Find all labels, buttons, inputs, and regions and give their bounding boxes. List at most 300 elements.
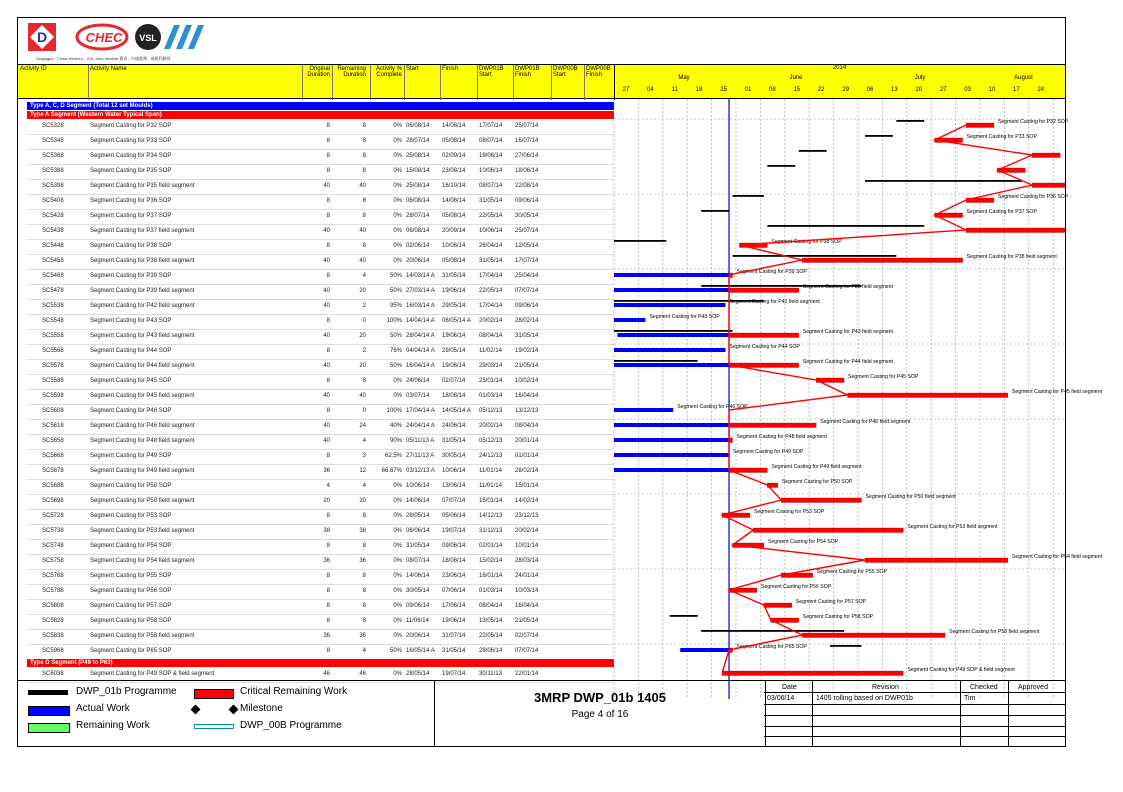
cell-finish: 07/06/14 bbox=[442, 588, 466, 594]
cell-rem-duration: 4 bbox=[362, 483, 366, 489]
cell-dwp01b-start: 19/06/14 bbox=[479, 153, 503, 159]
cell-dwp01b-finish: 08/04/14 bbox=[515, 423, 539, 429]
cell-finish: 19/06/14 bbox=[442, 363, 466, 369]
cell-dwp01b-start: 05/12/13 bbox=[479, 408, 503, 414]
cell-rem-duration: 12 bbox=[359, 468, 366, 474]
gantt-sheet bbox=[17, 17, 1103, 747]
cell-finish: 19/06/14 bbox=[442, 333, 466, 339]
cell-start: 30/05/14 bbox=[406, 588, 430, 594]
day-label: 01 bbox=[744, 87, 752, 93]
cell-finish: 19/07/14 bbox=[442, 671, 466, 677]
month-july: July bbox=[914, 75, 926, 81]
col-dwp01b-finish[interactable]: DWP01B Finish bbox=[515, 66, 540, 78]
cell-dwp01b-start: 08/07/14 bbox=[479, 138, 503, 144]
cell-activity-id: SC5658 bbox=[42, 438, 64, 444]
cell-dwp01b-start: 02/01/14 bbox=[479, 543, 503, 549]
cell-pct-complete: 0% bbox=[393, 393, 402, 399]
cell-dwp01b-finish: 10/03/14 bbox=[515, 588, 539, 594]
cell-rem-duration: 40 bbox=[359, 228, 366, 234]
cell-activity-name: Segment Casting for P53 SOP bbox=[90, 513, 172, 519]
cell-finish: 14/05/14 A bbox=[442, 408, 471, 414]
critical-bar bbox=[764, 603, 792, 608]
legend-black-bar bbox=[28, 690, 68, 695]
cell-start: 24/04/14 A bbox=[406, 423, 435, 429]
cell-dwp01b-finish: 07/07/14 bbox=[515, 648, 539, 654]
cell-start: 15/08/14 bbox=[406, 168, 430, 174]
cell-rem-duration: 8 bbox=[362, 543, 366, 549]
day-label: 24 bbox=[1037, 87, 1045, 93]
month-may: May bbox=[678, 75, 690, 81]
bar-label: Segment Casting for P37 SOP bbox=[966, 209, 1037, 215]
cell-rem-duration: 8 bbox=[362, 138, 366, 144]
cell-finish: 10/06/14 bbox=[442, 243, 466, 249]
bar-label: Segment Casting for P44 SOP bbox=[729, 344, 800, 350]
cell-dwp01b-start: 17/07/14 bbox=[479, 123, 503, 129]
cell-rem-duration: 20 bbox=[359, 333, 366, 339]
cell-activity-id: SC5758 bbox=[42, 558, 64, 564]
cell-activity-id: SC5598 bbox=[42, 393, 64, 399]
cell-activity-name: Segment Casting for P50 SOP bbox=[90, 483, 172, 489]
vsl-logo bbox=[134, 23, 204, 51]
cell-rem-duration: 2 bbox=[362, 348, 366, 354]
col-dwp00b-start[interactable]: DWP00B Start bbox=[553, 66, 578, 78]
col-dwp00b-finish[interactable]: DWP00B Finish bbox=[586, 66, 611, 78]
rev-date: 03/06/14 bbox=[767, 695, 795, 702]
cell-orig-duration: 8 bbox=[326, 603, 330, 609]
cell-activity-id: SC5678 bbox=[42, 468, 64, 474]
cell-start: 24/06/14 bbox=[406, 378, 430, 384]
bar-label: Segment Casting for P33 SOP bbox=[966, 134, 1037, 140]
rev-header-date: Date bbox=[782, 684, 797, 691]
cell-orig-duration: 8 bbox=[326, 348, 330, 354]
cell-orig-duration: 8 bbox=[326, 408, 330, 414]
cell-start: 28/04/14 A bbox=[406, 333, 435, 339]
cell-activity-name: Segment Casting for P58 field segment bbox=[90, 633, 195, 639]
cell-start: 28/07/14 bbox=[406, 138, 430, 144]
bar-label: Segment Casting for P45 field segment bbox=[1011, 389, 1103, 395]
critical-bar bbox=[781, 498, 861, 503]
group-header[interactable]: Type A, C, D Segment (Total 12 set Moulds) bbox=[27, 102, 614, 110]
cell-activity-id: SC5548 bbox=[42, 318, 64, 324]
cell-rem-duration: 36 bbox=[359, 558, 366, 564]
cell-activity-name: Segment Casting for P55 SOP bbox=[90, 573, 172, 579]
cell-dwp01b-finish: 25/07/14 bbox=[515, 228, 539, 234]
cell-activity-id: SC5578 bbox=[42, 363, 64, 369]
cell-activity-name: Segment Casting for P53 field segment bbox=[90, 528, 195, 534]
cell-dwp01b-start: 22/05/14 bbox=[479, 633, 503, 639]
cell-pct-complete: 0% bbox=[393, 633, 402, 639]
critical-bar bbox=[802, 633, 945, 638]
cell-dwp01b-finish: 24/01/14 bbox=[515, 573, 539, 579]
cell-dwp01b-start: 20/02/14 bbox=[479, 423, 503, 429]
cell-dwp01b-finish: 22/08/14 bbox=[515, 183, 539, 189]
cell-dwp01b-finish: 30/05/14 bbox=[515, 213, 539, 219]
cell-finish: 19/07/14 bbox=[442, 528, 466, 534]
cell-pct-complete: 90% bbox=[389, 438, 402, 444]
cell-pct-complete: 0% bbox=[393, 588, 402, 594]
cell-start: 20/06/14 bbox=[406, 258, 430, 264]
cell-activity-id: SC5448 bbox=[42, 243, 64, 249]
cell-activity-name: Segment Casting for P44 field segment bbox=[90, 363, 195, 369]
cell-finish: 17/06/14 bbox=[442, 603, 466, 609]
bar-label: Segment Casting for P49 field segment bbox=[771, 464, 862, 470]
cell-orig-duration: 40 bbox=[323, 423, 330, 429]
cell-dwp01b-finish: 15/01/14 bbox=[515, 483, 539, 489]
cell-pct-complete: 76% bbox=[389, 348, 402, 354]
bar-label: Segment Casting for P46 field segment bbox=[820, 419, 911, 425]
rev-description: 1405 rolling based on DWP01b bbox=[816, 695, 913, 702]
cell-dwp01b-finish: 27/06/14 bbox=[515, 153, 539, 159]
cell-dwp01b-start: 22/05/14 bbox=[479, 213, 503, 219]
cell-rem-duration: 0 bbox=[362, 318, 366, 324]
cell-pct-complete: 0% bbox=[393, 213, 402, 219]
cell-pct-complete: 0% bbox=[393, 378, 402, 384]
day-label: 06 bbox=[866, 87, 874, 93]
cell-finish: 05/06/14 bbox=[442, 513, 466, 519]
cell-orig-duration: 46 bbox=[323, 671, 330, 677]
critical-bar bbox=[802, 258, 962, 263]
cell-rem-duration: 8 bbox=[362, 198, 366, 204]
logo-strip bbox=[18, 18, 1065, 64]
cell-activity-name: Segment Casting for P38 field segment bbox=[90, 258, 195, 264]
month-june: June bbox=[789, 75, 803, 81]
cell-start: 28/05/14 bbox=[406, 671, 430, 677]
col-orig-duration[interactable]: Original Duration bbox=[307, 66, 330, 78]
cell-orig-duration: 8 bbox=[326, 618, 330, 624]
day-label: 27 bbox=[622, 87, 630, 93]
critical-bar bbox=[865, 558, 1008, 563]
bar-label: Segment Casting for P46 SOP bbox=[677, 404, 748, 410]
year-label: 2014 bbox=[832, 65, 847, 71]
cell-activity-name: Segment Casting for P32 SOP bbox=[90, 123, 172, 129]
col-dwp01b-start[interactable]: DWP01B Start bbox=[479, 66, 504, 78]
cell-pct-complete: 50% bbox=[389, 288, 402, 294]
cell-rem-duration: 40 bbox=[359, 393, 366, 399]
cell-dwp01b-finish: 22/01/14 bbox=[515, 671, 539, 677]
bar-label: Segment Casting for P50 field segment bbox=[865, 494, 956, 500]
cell-dwp01b-finish: 20/02/14 bbox=[515, 528, 539, 534]
baseline-bar bbox=[614, 240, 666, 242]
cell-start: 06/08/14 bbox=[406, 198, 430, 204]
cell-orig-duration: 8 bbox=[326, 513, 330, 519]
cell-pct-complete: 0% bbox=[393, 671, 402, 677]
legend-label-milestone: Milestone bbox=[240, 703, 283, 714]
cell-start: 16/04/14 A bbox=[406, 363, 435, 369]
cell-dwp01b-start: 16/01/14 bbox=[479, 498, 503, 504]
cell-start: 28/07/14 bbox=[406, 213, 430, 219]
cell-activity-id: SC5538 bbox=[42, 303, 64, 309]
actual-bar bbox=[614, 363, 729, 367]
cell-finish: 30/05/14 bbox=[442, 453, 466, 459]
month-august: August bbox=[1014, 75, 1033, 81]
cell-dwp01b-start: 08/04/14 bbox=[479, 603, 503, 609]
cell-start: 11/06/14 bbox=[406, 618, 429, 624]
col-finish[interactable]: Finish bbox=[442, 66, 459, 72]
rev-checked: Tim bbox=[964, 695, 976, 702]
cell-start: 27/03/14 A bbox=[406, 288, 435, 294]
col-activity-name[interactable]: Activity Name bbox=[90, 66, 127, 72]
cell-rem-duration: 8 bbox=[362, 618, 366, 624]
cell-dwp01b-finish: 10/02/14 bbox=[515, 378, 539, 384]
cell-orig-duration: 8 bbox=[326, 153, 330, 159]
bar-label: Segment Casting for P49 SOP bbox=[733, 449, 804, 455]
critical-bar bbox=[966, 228, 1065, 233]
cell-dwp01b-start: 01/03/14 bbox=[479, 588, 503, 594]
cell-activity-name: Segment Casting for P38 SOP bbox=[90, 243, 172, 249]
cell-finish: 31/05/14 bbox=[442, 273, 466, 279]
cell-pct-complete: 50% bbox=[389, 273, 402, 279]
cell-dwp01b-start: 29/03/14 bbox=[479, 363, 503, 369]
cell-rem-duration: 20 bbox=[359, 288, 366, 294]
cell-activity-id: SC5458 bbox=[42, 258, 64, 264]
legend-green-bar bbox=[28, 723, 70, 733]
bar-label: Segment Casting for P56 SOP bbox=[760, 584, 832, 590]
cell-finish: 18/08/14 bbox=[442, 558, 466, 564]
cell-dwp01b-start: 15/02/14 bbox=[479, 558, 503, 564]
cell-rem-duration: 4 bbox=[362, 648, 366, 654]
cell-finish: 31/05/14 bbox=[442, 648, 466, 654]
group-header[interactable]: Type D Segment (P49 to P63) bbox=[27, 659, 614, 667]
cell-activity-name: Segment Casting for P49 SOP bbox=[90, 453, 172, 459]
cell-pct-complete: 0% bbox=[393, 198, 402, 204]
cell-dwp01b-finish: 21/05/14 bbox=[515, 618, 539, 624]
cell-activity-id: SC6038 bbox=[42, 671, 64, 677]
cell-rem-duration: 8 bbox=[362, 213, 366, 219]
cell-dwp01b-finish: 17/07/14 bbox=[515, 258, 539, 264]
cell-finish: 13/06/14 bbox=[442, 483, 466, 489]
cell-activity-id: SC5408 bbox=[42, 198, 64, 204]
cell-activity-name: Segment Casting for P48 field segment bbox=[90, 438, 195, 444]
cell-start: 14/03/14 A bbox=[406, 273, 435, 279]
bar-label: Segment Casting for P36 SOP bbox=[997, 194, 1069, 200]
baseline-bar bbox=[701, 210, 729, 212]
cell-finish: 02/07/14 bbox=[442, 378, 466, 384]
actual-bar bbox=[614, 468, 729, 472]
critical-bar bbox=[729, 333, 799, 338]
cell-activity-name: Segment Casting for P39 SOP bbox=[90, 273, 172, 279]
cell-orig-duration: 8 bbox=[326, 378, 330, 384]
actual-bar bbox=[614, 273, 729, 277]
cell-activity-id: SC5668 bbox=[42, 453, 64, 459]
cell-rem-duration: 3 bbox=[362, 453, 366, 459]
cell-dwp01b-start: 08/07/14 bbox=[479, 183, 503, 189]
cell-finish: 23/06/14 bbox=[442, 573, 466, 579]
bar-label: Segment Casting for P44 field segment bbox=[802, 359, 894, 365]
cell-start: 10/06/14 bbox=[406, 483, 430, 489]
cell-pct-complete: 100% bbox=[386, 408, 402, 414]
bar-label: Segment Casting for P53 SOP bbox=[753, 509, 825, 515]
cell-dwp01b-start: 14/12/13 bbox=[479, 513, 503, 519]
bar-label: Segment Casting for P42 field segment bbox=[729, 299, 820, 305]
cell-start: 16/03/14 A bbox=[406, 303, 435, 309]
actual-bar bbox=[614, 423, 729, 427]
cell-dwp01b-start: 31/05/14 bbox=[479, 258, 503, 264]
legend-diamond-icon-2 bbox=[229, 705, 239, 715]
cell-activity-name: Segment Casting for P50 field segment bbox=[90, 498, 195, 504]
cell-activity-id: SC5328 bbox=[42, 123, 64, 129]
cell-start: 14/06/14 bbox=[406, 498, 430, 504]
cell-pct-complete: 0% bbox=[393, 528, 402, 534]
cell-finish: 07/07/14 bbox=[442, 498, 466, 504]
legend-blue-bar bbox=[28, 706, 70, 716]
cell-activity-name: Segment Casting for P65 SOP bbox=[90, 648, 172, 654]
cell-orig-duration: 4 bbox=[326, 483, 330, 489]
cell-pct-complete: 0% bbox=[393, 168, 402, 174]
baseline-bar bbox=[865, 180, 1022, 182]
cell-activity-name: Segment Casting for P58 SOP bbox=[90, 618, 172, 624]
day-label: 08 bbox=[769, 87, 776, 93]
cell-rem-duration: 38 bbox=[359, 528, 366, 534]
cell-orig-duration: 40 bbox=[323, 438, 330, 444]
baseline-bar bbox=[896, 120, 924, 122]
cell-activity-id: SC5828 bbox=[42, 618, 64, 624]
cell-dwp01b-finish: 28/02/14 bbox=[515, 468, 539, 474]
cell-orig-duration: 8 bbox=[326, 588, 330, 594]
cell-activity-name: Segment Casting for P37 field segment bbox=[90, 228, 195, 234]
rev-header-revision: Revision bbox=[872, 684, 899, 691]
cell-finish: 05/08/14 bbox=[442, 138, 466, 144]
day-label: 03 bbox=[964, 87, 971, 93]
cell-orig-duration: 40 bbox=[323, 288, 330, 294]
cell-activity-id: SC5348 bbox=[42, 138, 64, 144]
cell-dwp01b-start: 26/04/14 bbox=[479, 243, 503, 249]
cell-finish: 05/08/14 bbox=[442, 258, 466, 264]
cell-dwp01b-start: 10/06/14 bbox=[479, 168, 503, 174]
col-pct-complete[interactable]: Activity % Complete bbox=[375, 66, 402, 78]
cell-dwp01b-start: 31/12/13 bbox=[479, 528, 503, 534]
cell-activity-id: SC5748 bbox=[42, 543, 64, 549]
actual-bar bbox=[614, 318, 645, 322]
cell-dwp01b-start: 11/01/14 bbox=[479, 483, 502, 489]
cell-pct-complete: 95% bbox=[389, 303, 402, 309]
cell-activity-id: SC5838 bbox=[42, 633, 64, 639]
baseline-bar bbox=[799, 150, 827, 152]
cell-rem-duration: 40 bbox=[359, 258, 366, 264]
cell-dwp01b-start: 17/04/14 bbox=[479, 303, 503, 309]
bar-label: Segment Casting for P55 SOP bbox=[816, 569, 888, 575]
cell-activity-name: Segment Casting for P57 SOP bbox=[90, 603, 172, 609]
cell-activity-name: Segment Casting for P34 SOP bbox=[90, 153, 172, 159]
cell-activity-name: Segment Casting for P49 field segment bbox=[90, 468, 195, 474]
cell-finish: 18/08/14 bbox=[442, 393, 466, 399]
day-label: 18 bbox=[695, 87, 703, 93]
cell-activity-name: Segment Casting for P46 field segment bbox=[90, 423, 195, 429]
cell-pct-complete: 0% bbox=[393, 498, 402, 504]
cell-start: 06/06/14 bbox=[406, 528, 430, 534]
cell-activity-name: Segment Casting for P56 SOP bbox=[90, 588, 172, 594]
cell-orig-duration: 40 bbox=[323, 303, 330, 309]
legend-red-bar bbox=[194, 689, 234, 699]
bar-label: Segment Casting for P43 field segment bbox=[802, 329, 894, 335]
cell-rem-duration: 8 bbox=[362, 378, 366, 384]
critical-bar bbox=[729, 288, 799, 293]
cell-activity-name: Segment Casting for P49 SOP & field segment bbox=[90, 671, 215, 677]
cell-activity-id: SC5428 bbox=[42, 213, 64, 219]
cell-orig-duration: 40 bbox=[323, 258, 330, 264]
cell-activity-id: SC5618 bbox=[42, 423, 64, 429]
cell-rem-duration: 46 bbox=[359, 671, 366, 677]
jv-caption: Dragages - China Harbour - VSL Joint Venture 寶嘉 - 中國港灣 - 威勝利聯營 bbox=[36, 56, 171, 61]
bar-label: Segment Casting for P57 SOP bbox=[795, 599, 867, 605]
svg-text:D: D bbox=[36, 29, 48, 45]
dragages-logo bbox=[22, 23, 62, 51]
cell-dwp01b-finish: 25/04/14 bbox=[515, 273, 539, 279]
legend-cyan-bar bbox=[194, 724, 234, 729]
cell-orig-duration: 8 bbox=[326, 198, 330, 204]
cell-pct-complete: 0% bbox=[393, 123, 402, 129]
cell-orig-duration: 40 bbox=[323, 363, 330, 369]
cell-rem-duration: 36 bbox=[359, 633, 366, 639]
cell-rem-duration: 4 bbox=[362, 273, 366, 279]
cell-orig-duration: 40 bbox=[323, 333, 330, 339]
timeline-header bbox=[614, 64, 1065, 99]
cell-activity-name: Segment Casting for P39 field segment bbox=[90, 288, 195, 294]
cell-dwp01b-finish: 21/05/14 bbox=[515, 363, 539, 369]
cell-pct-complete: 0% bbox=[393, 573, 402, 579]
group-header[interactable]: Type A Segment (Western Water Typical Span) bbox=[27, 111, 614, 119]
cell-rem-duration: 2 bbox=[362, 303, 366, 309]
baseline-bar bbox=[701, 630, 844, 632]
critical-bar bbox=[1032, 153, 1060, 158]
cell-activity-id: SC5768 bbox=[42, 573, 64, 579]
cell-activity-name: Segment Casting for P36 SOP bbox=[90, 198, 172, 204]
cell-start: 27/11/13 A bbox=[406, 453, 435, 459]
cell-finish: 29/05/14 bbox=[442, 303, 466, 309]
cell-activity-id: SC5558 bbox=[42, 333, 64, 339]
day-label: 20 bbox=[915, 87, 923, 93]
actual-bar bbox=[614, 303, 726, 307]
cell-finish: 14/08/14 bbox=[442, 123, 466, 129]
cell-start: 31/05/14 bbox=[406, 543, 430, 549]
cell-finish: 31/07/14 bbox=[442, 633, 466, 639]
col-start[interactable]: Start bbox=[406, 66, 419, 72]
cell-orig-duration: 40 bbox=[323, 228, 330, 234]
cell-start: 04/04/14 A bbox=[406, 348, 435, 354]
cell-dwp01b-start: 30/11/13 bbox=[479, 671, 502, 677]
cell-activity-name: Segment Casting for P46 SOP bbox=[90, 408, 172, 414]
critical-bar bbox=[722, 671, 903, 676]
actual-bar bbox=[614, 408, 673, 412]
cell-orig-duration: 40 bbox=[323, 393, 330, 399]
cell-dwp01b-finish: 01/01/14 bbox=[515, 453, 539, 459]
cell-pct-complete: 66.67% bbox=[381, 468, 402, 474]
cell-dwp01b-finish: 16/04/14 bbox=[515, 393, 539, 399]
bar-label: Segment Casting for P39 SOP bbox=[736, 269, 807, 275]
cell-finish: 29/05/14 bbox=[442, 348, 466, 354]
critical-bar bbox=[1032, 183, 1065, 188]
cell-activity-id: SC5588 bbox=[42, 378, 64, 384]
col-activity-id[interactable]: Activity ID bbox=[20, 66, 47, 72]
cell-activity-name: Segment Casting for P54 SOP bbox=[90, 543, 172, 549]
cell-pct-complete: 0% bbox=[393, 618, 402, 624]
cell-pct-complete: 50% bbox=[389, 333, 402, 339]
baseline-bar bbox=[614, 330, 733, 332]
cell-activity-name: Segment Casting for P44 SOP bbox=[90, 348, 172, 354]
cell-orig-duration: 38 bbox=[323, 528, 330, 534]
cell-dwp01b-finish: 14/02/14 bbox=[515, 498, 539, 504]
baseline-bar bbox=[733, 195, 764, 197]
cell-dwp01b-start: 31/05/14 bbox=[479, 198, 503, 204]
cell-orig-duration: 8 bbox=[326, 138, 330, 144]
critical-bar bbox=[753, 528, 903, 533]
bar-label: Segment Casting for P49 SOP & field segment bbox=[907, 667, 1015, 673]
cell-finish: 06/05/14 A bbox=[442, 318, 471, 324]
cell-finish: 10/06/14 bbox=[442, 468, 466, 474]
critical-path-line bbox=[722, 125, 1032, 673]
col-rem-duration[interactable]: Remaining Duration bbox=[337, 66, 366, 78]
cell-activity-id: SC5808 bbox=[42, 603, 64, 609]
cell-dwp01b-start: 08/04/14 bbox=[479, 333, 503, 339]
